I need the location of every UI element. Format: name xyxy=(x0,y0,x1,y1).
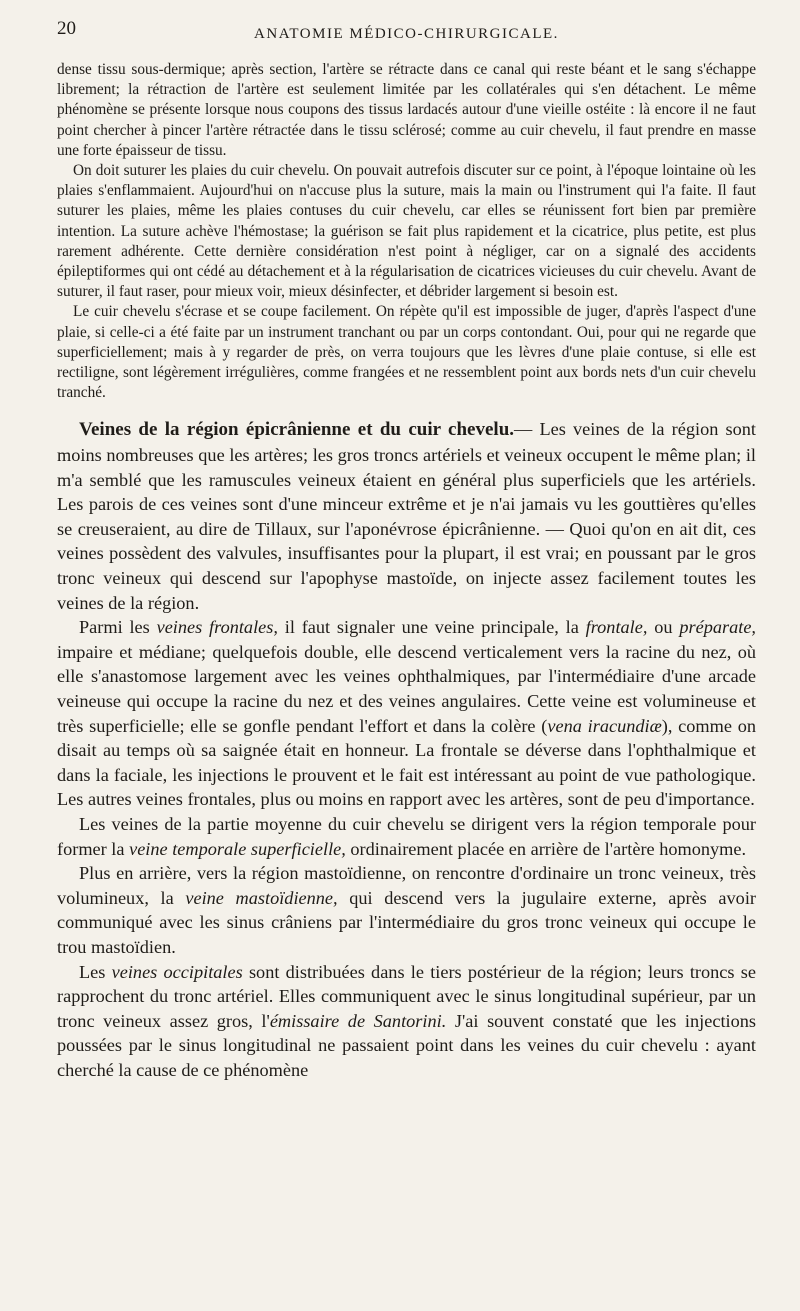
paragraph: dense tissu sous-dermique; après section, l'artère se rétracte dans ce canal qui reste béant et le sang s'échappe librement; la rétraction de l'artère est seulement limitée par les collatérales qui s'en détachent. Le même phénomène se présente lorsque nous coupons des tissus lardacés autour d'une vieille ostéite : là encore il ne faut point chercher à pincer l'artère rétractée dans le tissu sclérosé; comme au cuir chevelu, il faut prendre en masse une forte épaisseur de tissu. xyxy=(57,61,756,159)
paragraph: On doit suturer les plaies du cuir chevelu. On pouvait autrefois discuter sur ce point, à l'époque lointaine où les plaies s'enflammaient. Aujourd'hui on n'accuse plus la suture, mais la main ou l'instrument qui l'a faite. Il faut suturer les plaies, même les plaies contuses du cuir chevelu, car elles se réunissent fort bien par première intention. La suture achève l'hémostase; la guérison se fait plus rapidement et la cicatrice, plus petite, est plus rarement adhérente. Cette dernière considération n'est point à négliger, car on a signalé des accidents épileptiformes qui ont cédé au détachement et à la régularisation de cicatrices vicieuses du cuir chevelu. Avant de suturer, il faut raser, pour mieux voir, mieux désinfecter, et débrider largement si besoin est. xyxy=(57,162,756,301)
paragraph-text: Les veines de la région sont moins nombreuses que les artères; les gros troncs artériels et veineux occupent le même plan; il m'a semblé que les ramuscules veineux étaient en général plus superficiels que les artériels. Les parois de ces veines sont d'une minceur extrême et je n'ai jamais vu les gouttières qu'elles se creuseraient, au dire de Tillaux, sur l'aponévrose épicrânienne. — Quoi qu'on en ait dit, ces veines possèdent des valvules, insuffisantes pour la plupart, il est vrai; en poussant par le gros tronc veineux qui descend sur l'apophyse mastoïde, on injecte assez facilement toutes les veines de la région. xyxy=(57,419,756,613)
italic-term: veine temporale superficielle, xyxy=(129,838,346,859)
text-run: Parmi les xyxy=(79,617,157,638)
page-number: 20 xyxy=(57,18,76,39)
text-run: qui descend vers la jugulaire externe, après avoir communiqué avec les sinus crâniens par l'intermédiaire du gros tronc veineux qui occupe le trou mastoïdien. xyxy=(57,887,756,957)
paragraph xyxy=(57,960,756,1083)
text-run: J'ai souvent constaté que les injections poussées par le sinus longitudinal ne passaient point dans les veines du cuir chevelu : ayant cherché la cause de ce phénomène xyxy=(57,1010,756,1080)
italic-term: émissaire de Santorini. xyxy=(269,1010,447,1031)
italic-term: frontale, xyxy=(585,617,648,638)
text-run: impaire et médiane; quelquefois double, elle descend verticalement vers la racine du nez, où elle s'anastomose largement avec les veines ophthalmiques, par l'intermédiaire d'une arcade veineuse qui occupe la racine du nez et des veines angulaires. Cette veine est volumineuse et très superficielle; elle se gonfle pendant l'effort et dans la colère ( xyxy=(57,641,756,736)
text-run: sont distribuées dans le tiers postérieur de la région; leurs troncs se rapprochent du tronc artériel. Elles communiquent avec le sinus longitudinal supérieur, par un tronc veineux assez gros, l' xyxy=(57,961,756,1031)
section-heading: Veines de la région épicrânienne et du cuir chevelu. xyxy=(79,419,515,441)
section-veines xyxy=(57,417,756,1082)
paragraph xyxy=(57,812,756,861)
italic-term: veines frontales, xyxy=(156,617,278,638)
text-run: Les veines de la partie moyenne du cuir chevelu se dirigent vers la région temporale pour former la xyxy=(57,813,756,859)
text-run: Les xyxy=(79,961,112,982)
text-run: ), comme on disait au temps où sa saignée était en honneur. La frontale se déverse dans l'ophthalmique et dans la faciale, les injections le prouvent et le fait est intéressant au point de vue pathologique. Les autres veines frontales, plus ou moins en rapport avec les artères, sont de peu d'importance. xyxy=(57,715,756,810)
italic-term: vena iracundiæ xyxy=(547,715,662,736)
italic-term: préparate, xyxy=(679,617,756,638)
paragraph: Le cuir chevelu s'écrase et se coupe facilement. On répète qu'il est impossible de juger, d'après l'aspect d'une plaie, si celle-ci a été faite par un instrument tranchant ou par un corps contondant. Oui, pour qui ne regarde que superficiellement; mais à y regarder de près, on verra toujours que les lèvres d'une plaie contuse, si elle est rectiligne, sont légèrement irrégulières, comme frangées et ne ressemblent point aux bords nets d'un cuir chevelu tranché. xyxy=(57,303,756,402)
paragraph xyxy=(57,615,756,812)
text-run: Plus en arrière, vers la région mastoïdienne, on rencontre d'ordinaire un tronc veineux, très volumineux, la xyxy=(57,863,756,908)
italic-term: veine mastoïdienne, xyxy=(185,887,338,908)
paragraph xyxy=(57,417,756,615)
small-print-block xyxy=(57,60,756,403)
paragraph xyxy=(57,861,756,959)
italic-term: veines occipitales xyxy=(111,961,243,982)
text-run: ordinairement placée en arrière de l'artère homonyme. xyxy=(345,838,747,859)
running-title: ANATOMIE MÉDICO-CHIRURGICALE. xyxy=(254,26,559,42)
text-run: ou xyxy=(647,617,680,638)
heading-dash: — xyxy=(514,419,540,440)
text-run: il faut signaler une veine principale, la xyxy=(277,617,586,638)
